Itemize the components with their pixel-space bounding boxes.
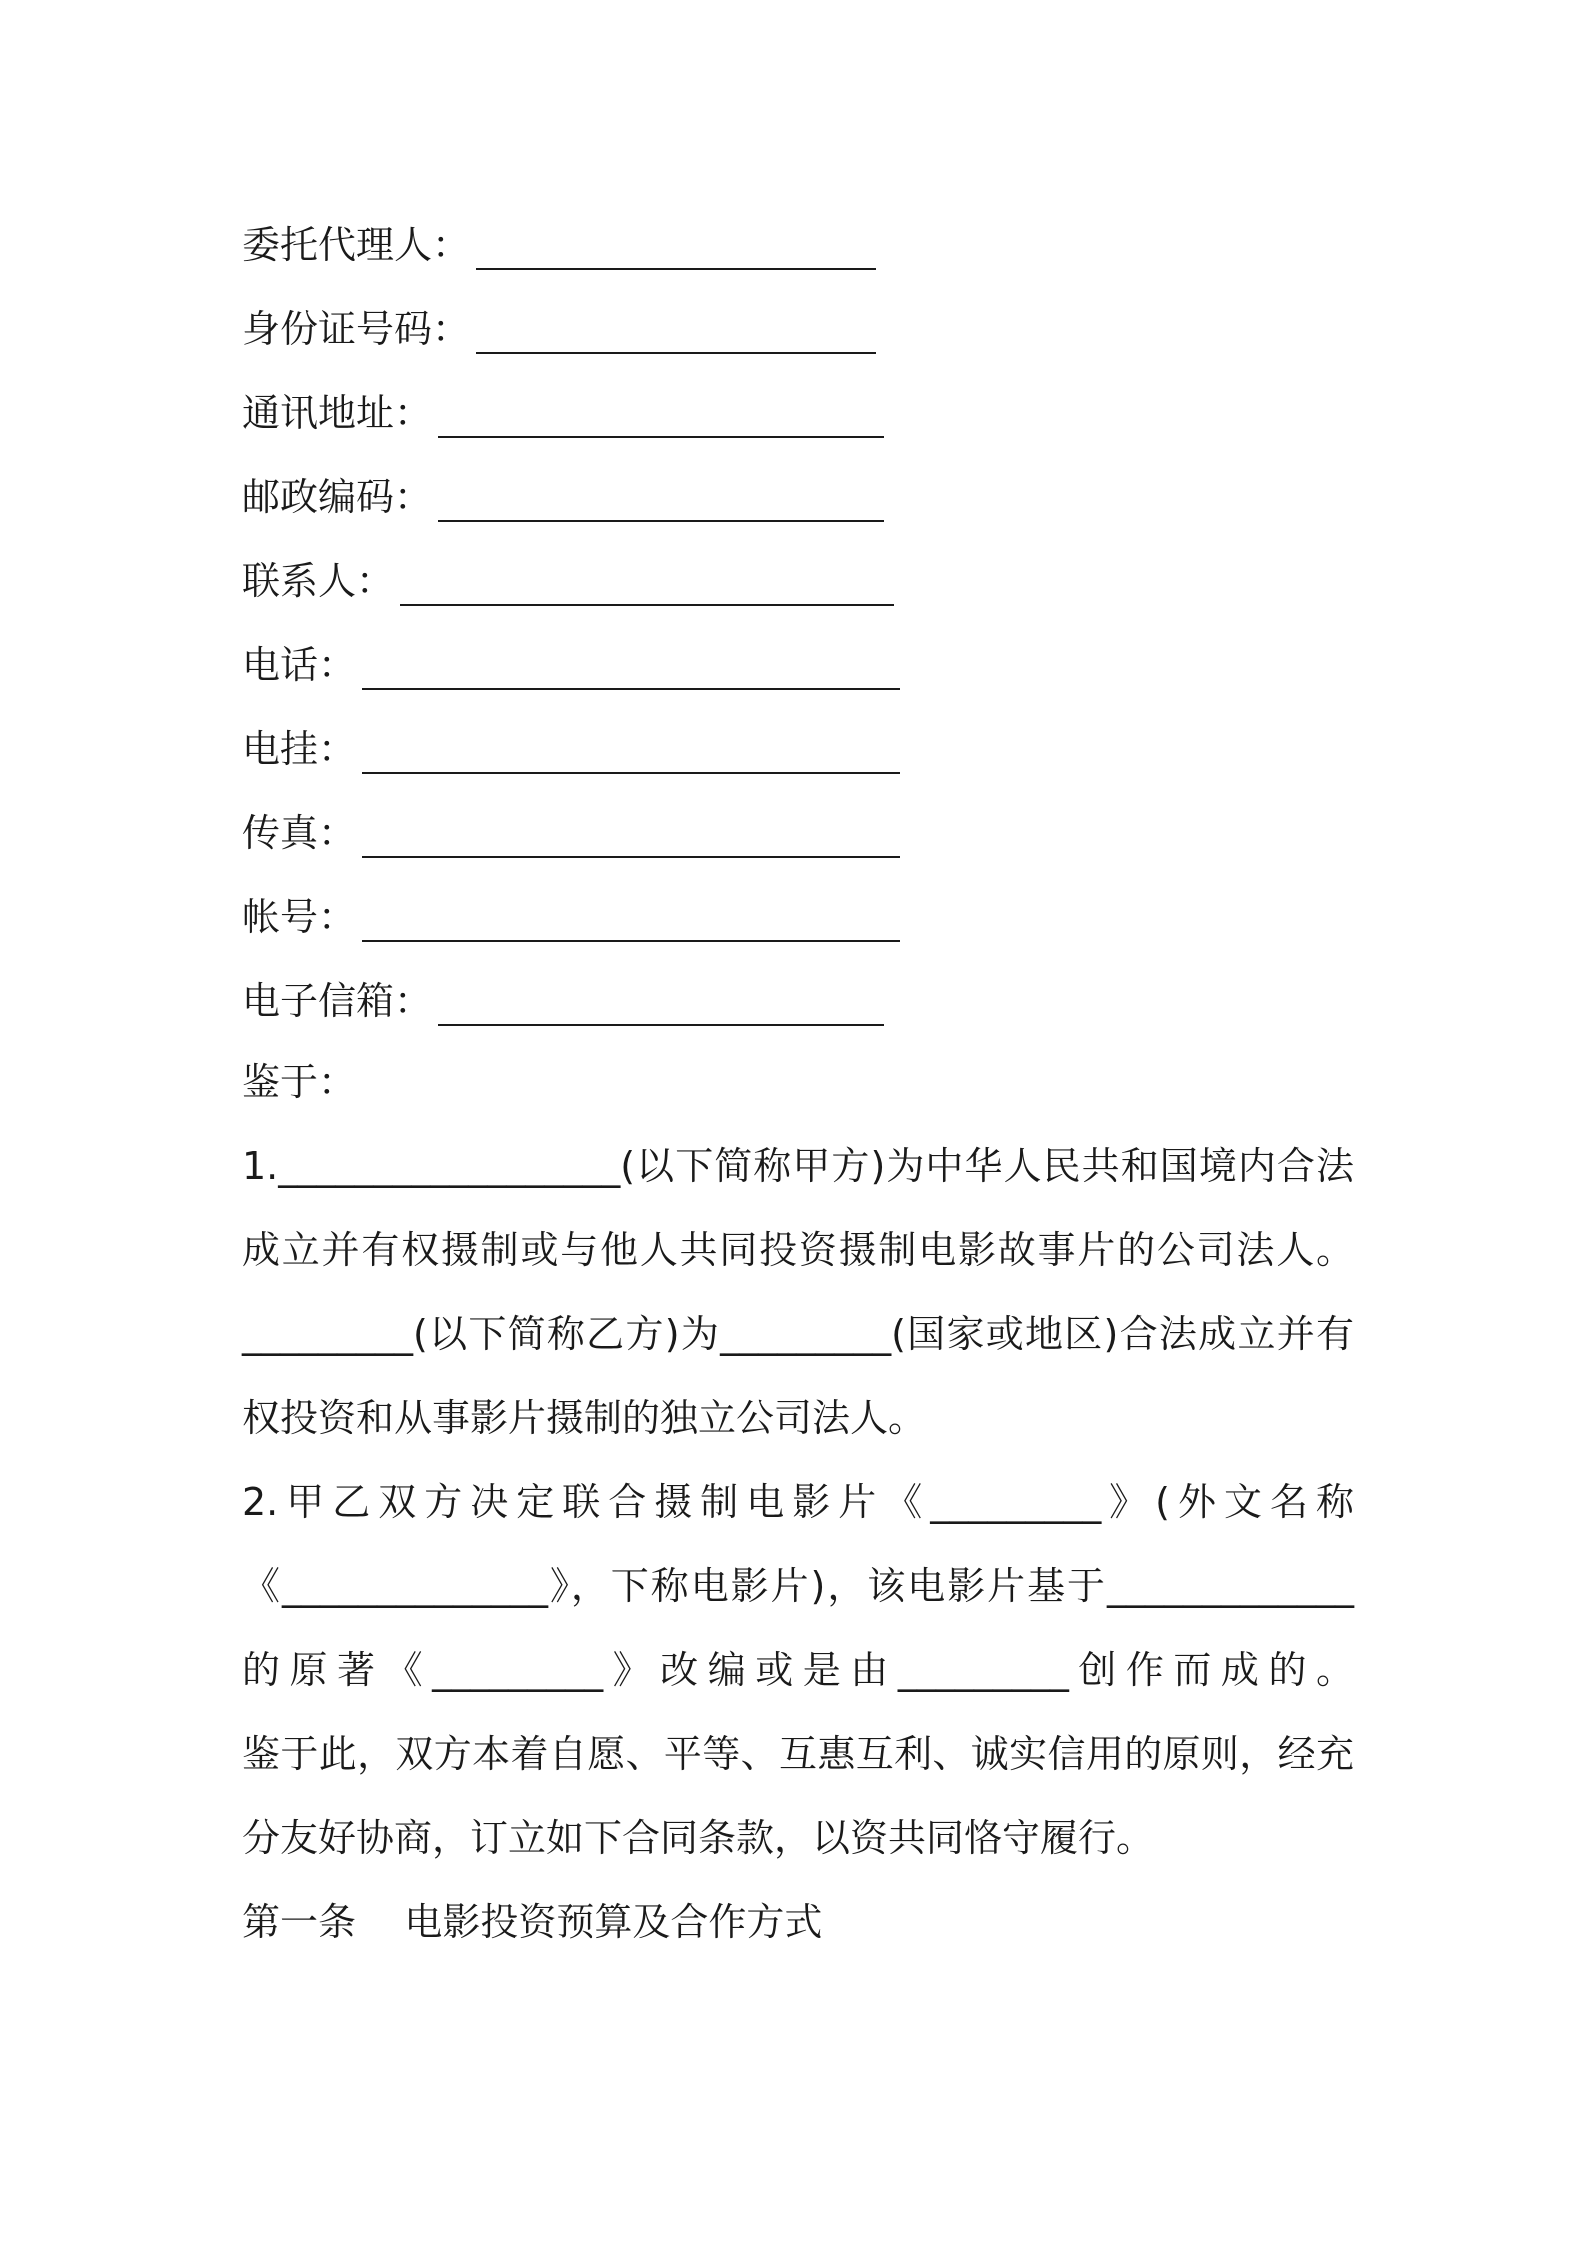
field-postal-code: [242, 452, 1354, 536]
field-email-blank[interactable]: [438, 976, 884, 1026]
clause-1: 1.__________________(以下简称甲方)为中华人民共和国境内合法成立并有权摄制或与他人共同投资摄制电影故事片的公司法人。_________(以下简称乙方)为_________(国家或地区)合法成立并有权投资和从事影片摄制的独立公司法人。: [242, 1144, 1354, 1440]
field-postal-code-label: 邮政编码：: [242, 474, 433, 519]
field-account-label: 帐号：: [242, 894, 357, 939]
field-contact-label: 联系人：: [242, 558, 395, 603]
field-telegraph-label: 电挂：: [242, 726, 357, 771]
clause-2: 2.甲乙双方决定联合摄制电影片《_________》(外文名称《______________》，下称电影片)，该电影片基于_____________的原著《_________》改编或是由_________创作而成的。: [242, 1480, 1354, 1692]
principle-paragraph: 鉴于此，双方本着自愿、平等、互惠互利、诚实信用的原则，经充分友好协商，订立如下合同条款，以资共同恪守履行。: [242, 1732, 1354, 1860]
whereas-label: 鉴于：: [242, 1060, 357, 1104]
article-1-heading: 第一条 电影投资预算及合作方式: [242, 1900, 823, 1944]
field-email: [242, 956, 1354, 1040]
field-telegraph-blank[interactable]: [362, 724, 900, 774]
field-phone: [242, 620, 1354, 704]
field-phone-label: 电话：: [242, 642, 357, 687]
field-address: [242, 368, 1354, 452]
field-agent-blank[interactable]: [476, 220, 876, 270]
field-id-number-blank[interactable]: [476, 304, 876, 354]
document-body: [242, 200, 1354, 1964]
field-address-label: 通讯地址：: [242, 390, 433, 435]
field-agent-label: 委托代理人：: [242, 222, 471, 267]
field-account: [242, 872, 1354, 956]
field-contact-blank[interactable]: [400, 556, 894, 606]
field-postal-code-blank[interactable]: [438, 472, 884, 522]
field-id-number: [242, 284, 1354, 368]
field-phone-blank[interactable]: [362, 640, 900, 690]
field-contact: [242, 536, 1354, 620]
field-agent: [242, 200, 1354, 284]
field-account-blank[interactable]: [362, 892, 900, 942]
field-fax-blank[interactable]: [362, 808, 900, 858]
field-telegraph: [242, 704, 1354, 788]
field-fax-label: 传真：: [242, 810, 357, 855]
field-id-number-label: 身份证号码：: [242, 306, 471, 351]
field-address-blank[interactable]: [438, 388, 884, 438]
field-fax: [242, 788, 1354, 872]
field-email-label: 电子信箱：: [242, 978, 433, 1023]
